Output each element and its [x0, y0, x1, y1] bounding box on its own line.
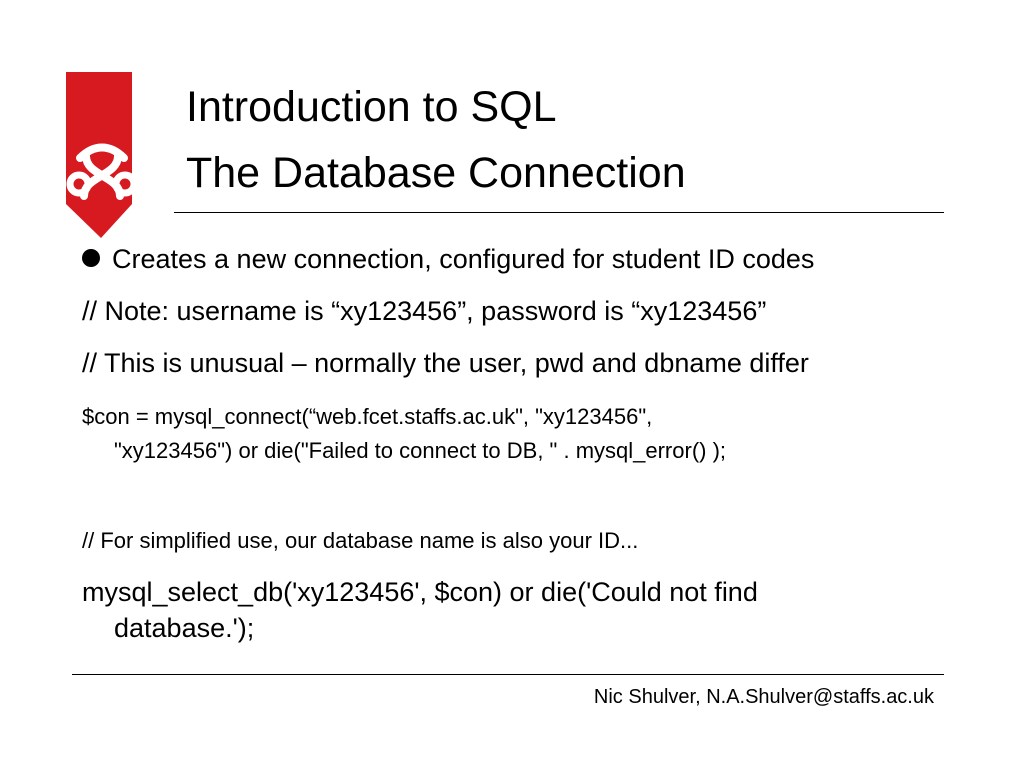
select-db-code	[82, 574, 758, 646]
note-credentials: // Note: username is “xy123456”, password is “xy123456”	[82, 296, 767, 326]
title-line-1: Introduction to SQL	[186, 83, 557, 131]
select-db-code-line-1: mysql_select_db('xy123456', $con) or die('Could not find	[82, 577, 758, 607]
bullet-text: Creates a new connection, configured for student ID codes	[112, 244, 815, 274]
title-line-2: The Database Connection	[186, 149, 686, 197]
footer-divider	[72, 674, 944, 675]
page-title	[186, 74, 686, 206]
footer-author: Nic Shulver, N.A.Shulver@staffs.ac.uk	[593, 686, 934, 708]
bullet-item	[82, 244, 814, 275]
connect-code-line-1: $con = mysql_connect(“web.fcet.staffs.ac.uk", "xy123456",	[82, 404, 653, 429]
note-unusual: // This is unusual – normally the user, pwd and dbname differ	[82, 348, 809, 378]
connect-code	[82, 400, 726, 468]
connect-code-line-2: "xy123456") or die("Failed to connect to DB, " . mysql_error() );	[114, 438, 727, 463]
select-db-code-line-2: database.');	[114, 613, 255, 643]
note-dbname: // For simplified use, our database name is also your ID...	[82, 528, 639, 553]
title-divider	[174, 212, 944, 213]
staffs-logo-icon	[66, 72, 138, 238]
bullet-dot-icon	[82, 249, 100, 267]
